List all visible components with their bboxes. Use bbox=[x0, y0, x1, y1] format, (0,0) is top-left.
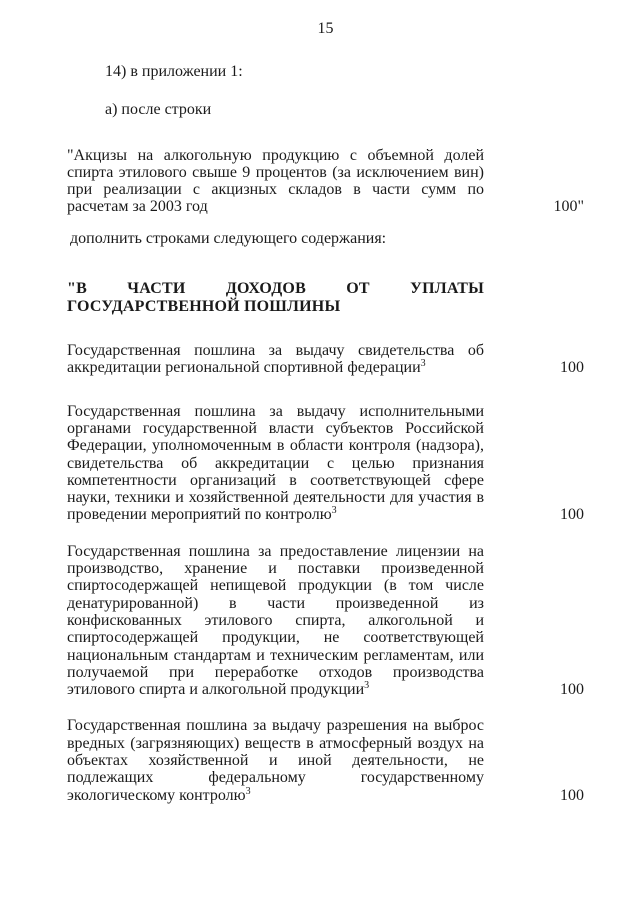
section-heading-line2: ГОСУДАРСТВЕННОЙ ПОШЛИНЫ bbox=[67, 298, 341, 316]
instruction-line: дополнить строками следующего содержания: bbox=[70, 229, 387, 247]
duty-entry-text bbox=[67, 717, 484, 803]
footnote-marker: 3 bbox=[364, 680, 370, 692]
footnote-marker: 3 bbox=[420, 358, 426, 370]
quoted-excise-row bbox=[67, 147, 584, 216]
clause-14-label: 14) в приложении 1: bbox=[105, 63, 243, 80]
quoted-excise-amount: 100" bbox=[553, 198, 584, 216]
duty-entry-amount: 100 bbox=[560, 681, 584, 699]
duty-entry-amount: 100 bbox=[560, 506, 584, 524]
section-heading-line1: "В ЧАСТИ ДОХОДОВ ОТ УПЛАТЫ bbox=[67, 280, 484, 298]
duty-entry-body: Государственная пошлина за выдачу исполнительными органами государственной власти субъектов Российской Федерации, уполномоченным в области контроля (надзора), свидетельства об аккредитации с целью признания компетентности организаций в соответствующей сфере науки, техники и хозяйственной деятельности для участия в проведении мероприятий по контролю bbox=[67, 402, 484, 524]
duty-entry bbox=[67, 342, 584, 377]
clause-a-label: а) после строки bbox=[105, 101, 212, 119]
duty-entry-text bbox=[67, 403, 484, 524]
duty-entry-body: Государственная пошлина за предоставление лицензии на производство, хранение и поставки произведенной спиртосодержащей непищевой продукции (в том числе денатурированной) в части произведенной из конфискованных этилового спирта, алкогольной и спиртосодержащей продукции, не соответствующей национальным стандартам и техническим регламентам, или получаемой при переработке отходов производства этилового спирта и алкогольной продукции bbox=[67, 542, 484, 699]
duty-entry-body: Государственная пошлина за выдачу свидетельства об аккредитации региональной спортивной федерации bbox=[67, 342, 484, 377]
footnote-marker: 3 bbox=[245, 785, 251, 797]
duty-entry bbox=[67, 403, 584, 524]
duty-entry-amount: 100 bbox=[560, 786, 584, 804]
duty-entry bbox=[67, 543, 584, 699]
duty-entry-body: Государственная пошлина за выдачу разрешения на выброс вредных (загрязняющих) веществ в атмосферный воздух на объектах хозяйственной и иной деятельности, не подлежащих федеральному государственному экологическому контролю bbox=[67, 717, 484, 804]
duty-entry-text bbox=[67, 342, 484, 377]
footnote-marker: 3 bbox=[331, 505, 337, 517]
duty-entry bbox=[67, 717, 584, 803]
duty-entry-text bbox=[67, 543, 484, 699]
duty-entry-amount: 100 bbox=[560, 359, 584, 377]
page-number: 15 bbox=[317, 20, 334, 37]
section-heading bbox=[67, 280, 484, 316]
quoted-excise-text: "Акцизы на алкогольную продукцию с объемной долей спирта этилового свыше 9 процентов (за исключением вин) при реализации с акцизных складов в части сумм по расчетам за 2003 год bbox=[67, 146, 484, 216]
